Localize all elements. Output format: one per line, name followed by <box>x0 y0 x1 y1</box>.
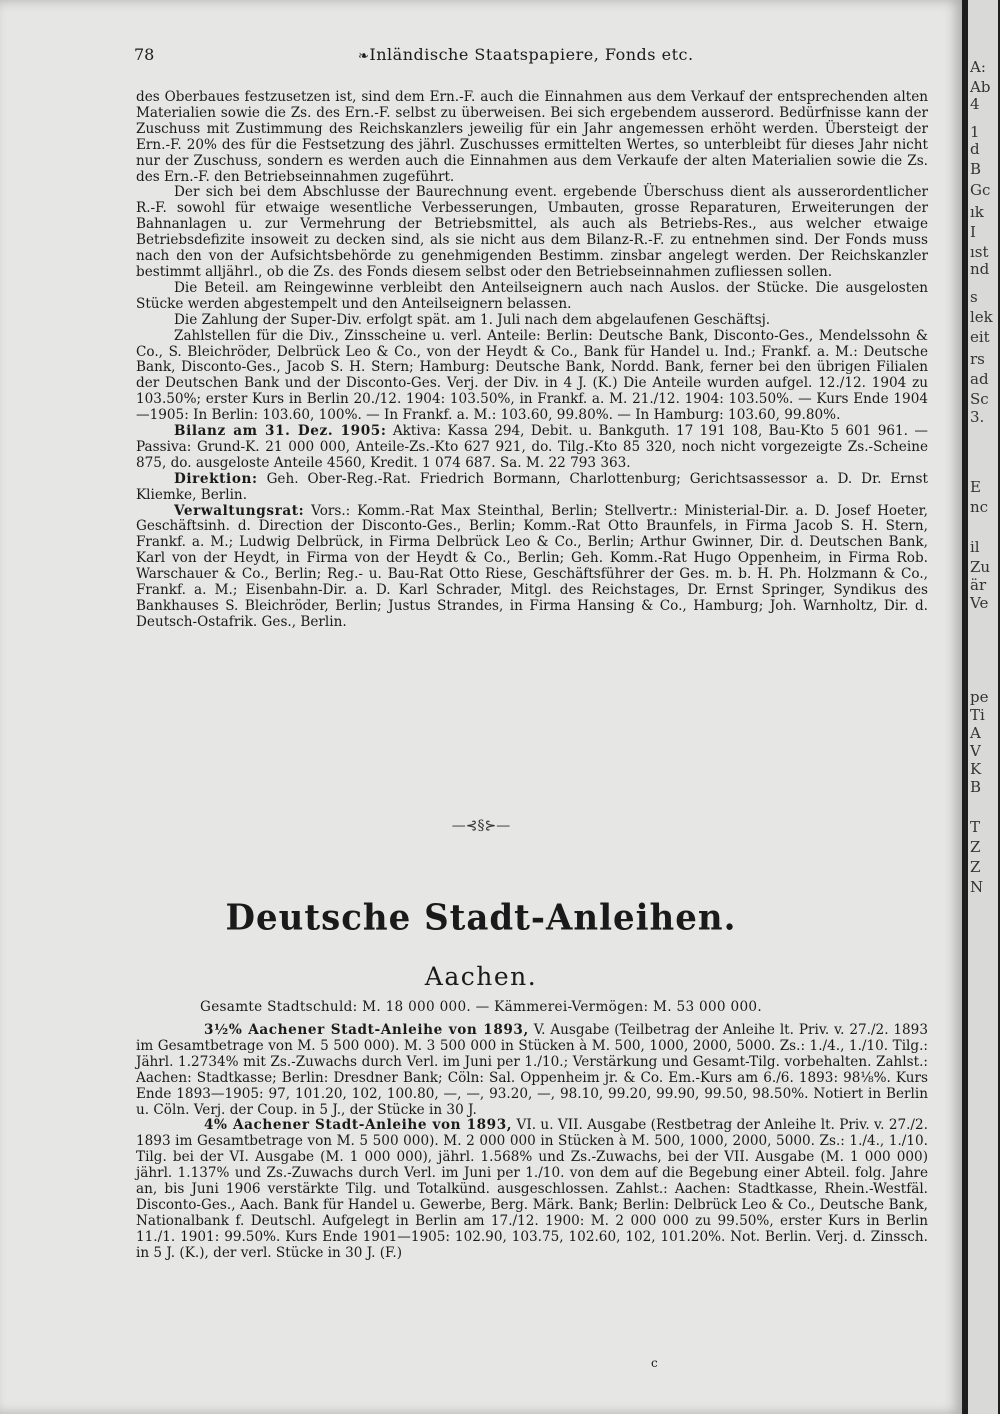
adjacent-page-fragment: K <box>970 760 982 778</box>
adjacent-page-fragment: nd <box>970 260 990 278</box>
paragraph: Die Zahlung der Super-Div. erfolgt spät. am 1. Juli nach dem abgelaufenen Geschäftsj. <box>174 311 771 328</box>
adjacent-page-fragment: I <box>970 223 976 241</box>
adjacent-page-fragment: B <box>970 778 982 796</box>
adjacent-page-fragment: V <box>970 742 981 760</box>
verwaltungsrat-text: Vors.: Komm.-Rat Max Steinthal, Berlin; Stellvertr.: Ministerial-Dir. a. D. Josef Hoeter, Geschäftsinh. d. Direction der Disconto-Ges., Berlin; Komm.-Rat Otto Braunfels, in Firma Jacob S. H. Stern, Frankf. a. M.; Ludwig Delbrück, in Firma Delbrück Leo & Co., Berlin; Arthur Gwinner, Dir. d. Deutschen Bank, Karl von der Heydt, in Firma von der Heydt & Co., Berlin; Geh. Komm.-Rat Hugo Oppenheim, in Firma Rob. Warschauer & Co., Berlin; Reg.- u. Bau-Rat Otto Riese, Geschäftsführer der Ges. m. b. H. Ph. Holzmann & Co., Frankf. a. M.; Eisenbahn-Dir. a. D. Karl Schrader, Mitgl. des Reichstages, Dr. Ernst Springer, Syndikus des Bankhauses S. Bleichröder, Berlin; Justus Strandes, in Firma Hansing & Co., Hamburg; Joh. Warnholtz, Dir. d. Deutsch-Ostafrik. Ges., Berlin. <box>136 502 928 630</box>
adjacent-page-fragment: A <box>970 724 981 742</box>
adjacent-page-fragment: är <box>970 576 987 594</box>
city-summary: Gesamte Stadtschuld: M. 18 000 000. — Kämmerei-Vermögen: M. 53 000 000. <box>200 999 762 1015</box>
bilanz-label: Bilanz am 31. Dez. 1905: <box>174 423 387 440</box>
company-section <box>136 90 928 631</box>
adjacent-page-fragment: B <box>970 160 982 178</box>
adjacent-page-fragment: ık <box>970 203 984 221</box>
footmark: ⅽ <box>651 1356 658 1370</box>
running-title-text: Inländische Staatspapiere, Fonds etc. <box>369 45 694 64</box>
adjacent-page-strip <box>962 0 1000 1414</box>
verwaltungsrat-paragraph <box>136 504 928 631</box>
adjacent-page-fragment: eit <box>970 328 990 346</box>
city-heading: Aachen. <box>424 962 538 991</box>
adjacent-page-fragment: ad <box>970 370 989 388</box>
adjacent-page-fragment: d <box>970 140 980 158</box>
loan-entry <box>136 1118 928 1261</box>
adjacent-page-fragment: il <box>970 538 980 556</box>
direktion-paragraph <box>136 472 928 504</box>
loans-section <box>136 1023 928 1262</box>
adjacent-page-edge <box>968 0 998 1414</box>
adjacent-page-fragment: Ab <box>970 78 991 96</box>
adjacent-page-fragment: 1 <box>970 123 980 141</box>
paragraph: des Oberbaues festzusetzen ist, sind dem Ern.-F. auch die Einnahmen aus dem Verkauf der entsprechenden alten Materialien sowie die Zs. des Ern.-F. selbst zu überweisen. Bei sich ergebendem ausserord. Bedürfnisse kann der Zuschuss mit Zustimmung des Reichskanzlers jeweilig für ein Jahr angemessen erhöht werden. Übersteigt der Ern.-F. 20% des für die Festsetzung des jährl. Zuschusses ermittelten Wertes, so unterbleibt für dieses Jahr nicht nur der Zuschuss, sondern es werden auch die Einnahmen aus dem Verkaufe der alten Materialien sowie die Zs. des Ern.-F. den Betriebseinnahmen zugeführt. <box>136 89 928 185</box>
adjacent-page-fragment: s <box>970 288 978 306</box>
adjacent-page-fragment: 3. <box>970 408 985 426</box>
adjacent-page-fragment: Sc <box>970 390 989 408</box>
loan-text: VI. u. VII. Ausgabe (Restbetrag der Anleihe lt. Priv. v. 27./2. 1893 im Gesamtbetrage von M. 5 500 000). M. 2 000 000 in Stücken à M. 500, 1000, 2000, 5000. Zs.: 1./4., 1./10. Tilg. bei der VI. Ausgabe (M. 1 000 000), jährl. 1.568% und Zs.-Zuwachs, bei der VII. Ausgabe (M. 1 000 000) jährl. 1.137% und Zs.-Zuwachs durch Verl. im Juni per 1./10. von dem auf die Begebung einer Abteil. folg. Jahre an, bis Juni 1906 verstärkte Tilg. und Totalkünd. ausgeschlossen. Zahlst.: Aachen: Stadtkasse, Rhein.-Westfäl. Disconto-Ges., Aach. Bank für Handel u. Gewerbe, Berg. Märk. Bank; Berlin: Delbrück Leo & Co., Deutsche Bank, Nationalbank f. Deutschl. Aufgelegt in Berlin am 17./12. 1900: M. 2 000 000 zu 99.50%, erster Kurs in Berlin 11./1. 1901: 99.50%. Kurs Ende 1901—1905: 102.90, 103.75, 102.60, 102, 101.20%. Not. Berlin. Verj. d. Zinssch. in 5 J. (K.), der verl. Stücke in 30 J. (F.) <box>136 1117 928 1261</box>
adjacent-page-fragment: N <box>970 878 984 896</box>
adjacent-page-fragment: lek <box>970 308 993 326</box>
verwaltungsrat-label: Verwaltungsrat: <box>174 502 305 519</box>
loan-label: 4% Aachener Stadt-Anleihe von 1893, <box>204 1117 513 1134</box>
loan-label: 3½% Aachener Stadt-Anleihe von 1893, <box>204 1022 529 1038</box>
ornament-icon: ❧ <box>358 49 370 64</box>
adjacent-page-fragment: Z <box>970 838 981 856</box>
adjacent-page-fragment: A: <box>970 58 986 76</box>
bilanz-text: Aktiva: Kassa 294, Debit. u. Bankguth. 17 191 108, Bau-Kto 5 601 961. — Passiva: Grund-K. 21 000 000, Anteile-Zs.-Kto 627 921, do. Tilg.-Kto 85 320, noch nicht vorgezeigte Zs.-Scheine 875, do. ausgeloste Anteile 4560, Kredit. 1 074 687. Sa. M. 22 793 363. <box>136 423 928 471</box>
loan-entry <box>136 1023 928 1118</box>
main-heading: Deutsche Stadt-Anleihen. <box>225 897 737 939</box>
running-title <box>358 45 694 64</box>
adjacent-page-fragment: pe <box>970 688 989 706</box>
paragraph: Zahlstellen für die Div., Zinsscheine u. verl. Anteile: Berlin: Deutsche Bank, Disconto-Ges., Mendelssohn & Co., S. Bleichröder, Delbrück Leo & Co., von der Heydt & Co., Bank für Handel u. Ind.; Frankf. a. M.: Deutsche Bank, Disconto-Ges., Jacob S. H. Stern; Hamburg: Deutsche Bank, Nordd. Bank, ferner bei den übrigen Filialen der Deutschen Bank und der Disconto-Ges. Verj. der Div. in 4 J. (K.) Die Anteile wurden aufgel. 12./12. 1904 zu 103.50%; erster Kurs in Berlin 20./12. 1904: 103.50%, in Frankf. a. M. 21./12. 1904: 103.50%. — Kurs Ende 1904—1905: In Berlin: 103.60, 100%. — In Frankf. a. M.: 103.60, 99.80%. — In Hamburg: 103.60, 99.80%. <box>136 327 928 424</box>
direktion-label: Direktion: <box>174 470 258 487</box>
adjacent-page-fragment: ıst <box>970 243 989 261</box>
adjacent-page-fragment: 4 <box>970 95 980 113</box>
adjacent-page-fragment: Ve <box>970 594 989 612</box>
bilanz-paragraph <box>136 424 928 472</box>
paragraph: Der sich bei dem Abschlusse der Baurechnung event. ergebende Überschuss dient als ausserordentlicher R.-F. sowohl für etwaige wesentliche Verbesserungen, Umbauten, grosse Reparaturen, Erweiterungen der Bahnanlagen u. zur Vermehrung der Betriebsmittel, als auch als Betriebs-Res., aus welcher etwaige Betriebsdefizite insoweit zu decken sind, als sie nicht aus dem Bilanz-R.-F. zu entnehmen sind. Der Fonds muss nach den von der Aufsichtsbehörde zu genehmigenden Bestimm. zinsbar angelegt werden. Der Reichskanzler bestimmt alljährl., ob die Zs. des Fonds diesem selbst oder den Betriebseinnahmen zufliessen sollen. <box>136 184 928 280</box>
adjacent-page-fragment: Zu <box>970 558 991 576</box>
adjacent-page-fragment: Z <box>970 858 981 876</box>
paragraph: Die Beteil. am Reingewinne verbleibt den Anteilseignern auch nach Auslos. der Stücke. Die ausgelosten Stücke werden abgestempelt und den Anteilseignern belassen. <box>136 279 928 312</box>
adjacent-page-fragment: rs <box>970 350 985 368</box>
section-divider: —⊰§⊱— <box>451 818 511 834</box>
page-header <box>134 45 934 67</box>
loan-text: V. Ausgabe (Teilbetrag der Anleihe lt. Priv. v. 27./2. 1893 im Gesamtbetrage von M. 5 500 000). M. 3 500 000 in Stücken à M. 500, 1000, 2000, 5000. Zs.: 1./4., 1./10. Tilg.: Jährl. 1.2734% mit Zs.-Zuwachs durch Verl. im Juni per 1./10.; Verstärkung und Gesamt-Tilg. vorbehalten. Zahlst.: Aachen: Stadtkasse; Berlin: Dresdner Bank; Cöln: Sal. Oppenheim jr. & Co. Em.-Kurs am 6./6. 1893: 98⅛%. Kurs Ende 1893—1905: 97, 101.20, 102, 100.80, —, —, 93.20, —, 98.10, 99.20, 99.90, 99.50, 98.50%. Notiert in Berlin u. Cöln. Verj. der Coup. in 5 J., der Stücke in 30 J. <box>136 1022 928 1118</box>
adjacent-page-fragment: T <box>970 818 981 836</box>
page-number: 78 <box>134 45 155 64</box>
adjacent-page-fragment: Ti <box>970 706 985 724</box>
adjacent-page-fragment: nc <box>970 498 989 516</box>
direktion-text: Geh. Ober-Reg.-Rat. Friedrich Bormann, Charlottenburg; Gerichtsassessor a. D. Dr. Ernst Kliemke, Berlin. <box>136 470 928 503</box>
adjacent-page-fragment: Gc <box>970 181 991 199</box>
adjacent-page-fragment: E <box>970 478 981 496</box>
